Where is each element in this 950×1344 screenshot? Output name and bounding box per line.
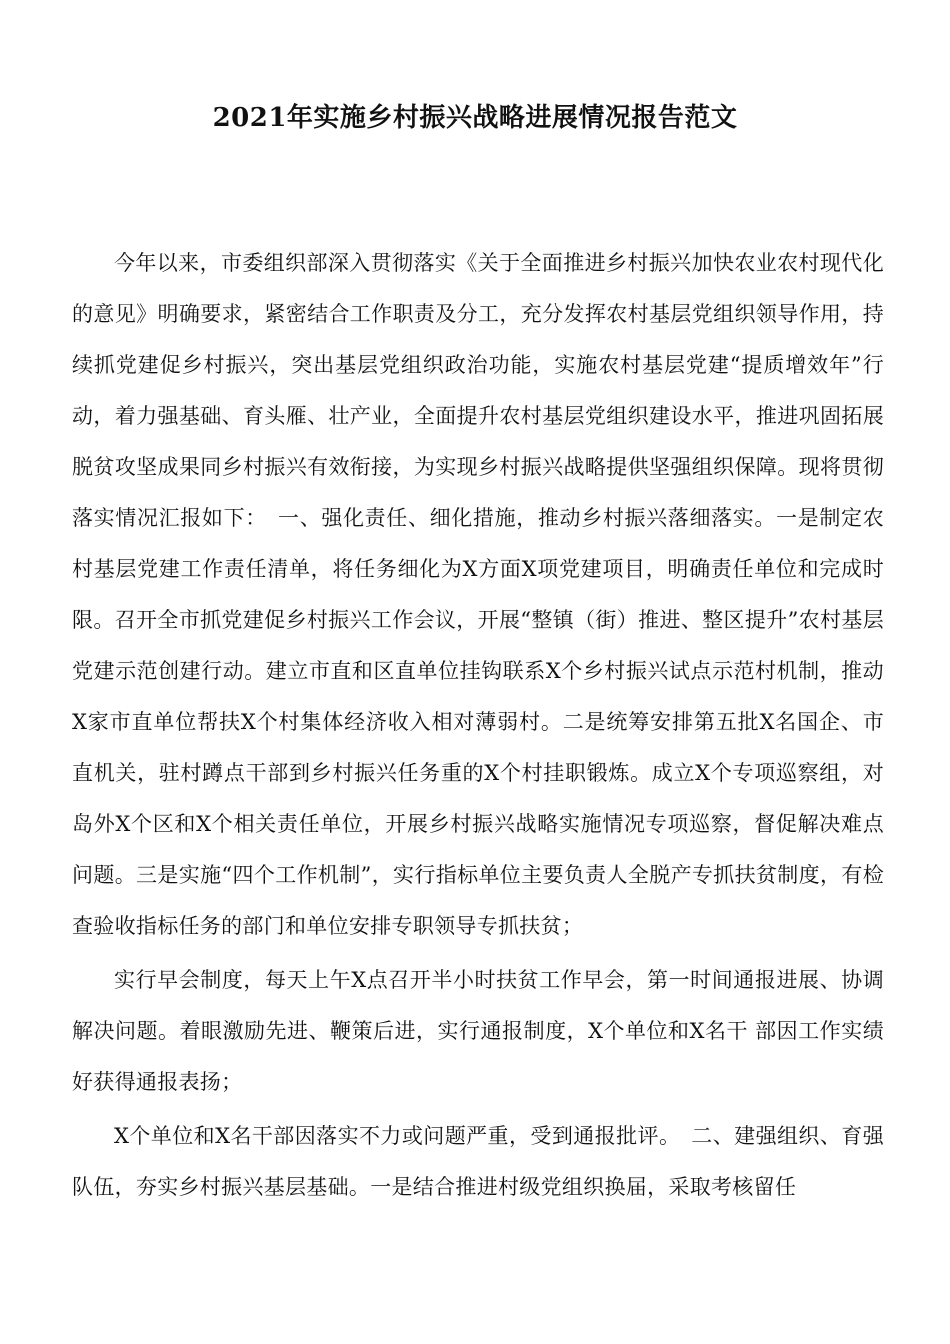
document-title: 2021年实施乡村振兴战略进展情况报告范文	[212, 103, 738, 133]
body-paragraph: 实行早会制度，每天上午X点召开半小时扶贫工作早会，第一时间通报进展、协调解决问题。着眼激励先进、鞭策后进，实行通报制度，X个单位和X名干 部因工作实绩好获得通报表扬；	[72, 968, 884, 1094]
body-paragraph: 今年以来，市委组织部深入贯彻落实《关于全面推进乡村振兴加快农业农村现代化的意见》明确要求，紧密结合工作职责及分工，充分发挥农村基层党组织领导作用，持续抓党建促乡村振兴，突出基层党组织政治功能，实施农村基层党建“提质增效年”行动，着力强基础、育头雁、壮产业，全面提升农村基层党组织建设水平，推进巩固拓展脱贫攻坚成果同乡村振兴有效衔接，为实现乡村振兴战略提供坚强组织保障。现将贯彻落实情况汇报如下： 一、强化责任、细化措施，推动乡村振兴落细落实。一是制定农村基层党建工作责任清单，将任务细化为X方面X项党建项目，明确责任单位和完成时限。召开全市抓党建促乡村振兴工作会议，开展“整镇（街）推进、整区提升”农村基层党建示范创建行动。建立市直和区直单位挂钩联系X个乡村振兴试点示范村机制，推动X家市直单位帮扶X个村集体经济收入相对薄弱村。二是统筹安排第五批X名国企、市直机关，驻村蹲点干部到乡村振兴任务重的X个村挂职锻炼。成立X个专项巡察组，对岛外X个区和X个相关责任单位，开展乡村振兴战略实施情况专项巡察，督促解决难点问题。三是实施“四个工作机制”，实行指标单位主要负责人全脱产专抓扶贫制度，有检查验收指标任务的部门和单位安排专职领导专抓扶贫；	[72, 251, 884, 938]
body-paragraph: X个单位和X名干部因落实不力或问题严重，受到通报批评。 二、建强组织、育强队伍，夯实乡村振兴基层基础。一是结合推进村级党组织换届，采取考核留任	[72, 1124, 884, 1199]
document-body	[72, 238, 884, 1213]
